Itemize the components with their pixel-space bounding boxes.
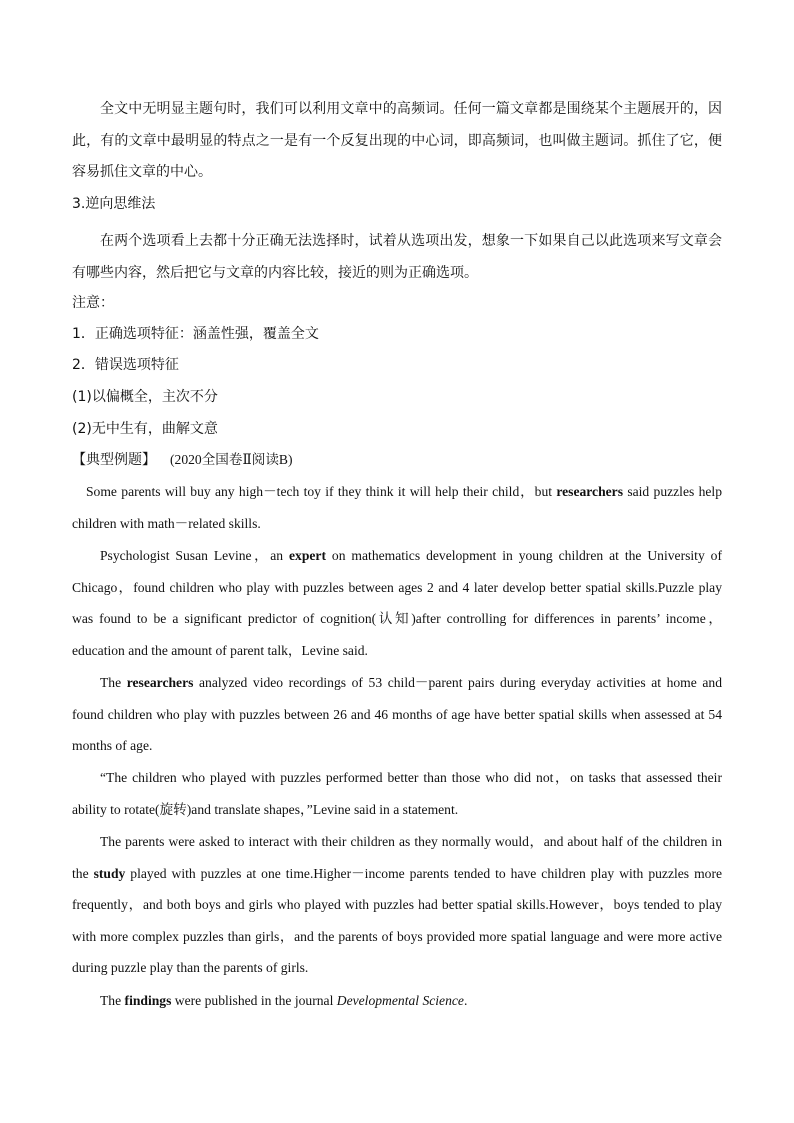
passage-paragraph-4: “The children who played with puzzles performed better than those who did not，on tasks that assessed their ability to rotate(旋转)and translate shapes，”Levine said in a statement. [72,770,722,817]
note-item-correct-options: 1．正确选项特征：涵盖性强，覆盖全文 [72,326,319,342]
passage-text: Some parents will buy any high－tech toy if they think it will help their child，but [86,484,557,499]
passage-paragraph-2 [72,540,722,666]
passage-text: played with puzzles at one time.Higher－income parents tended to have children play with puzzles more frequently，and both boys and girls who played with puzzles had better spatial skills.However，boys tended to play with more complex puzzles than girls，and the parents of boys provided more spatial language and were more active during puzzle play than the parents of girls. [72,865,723,975]
journal-title: Developmental Science [336,993,464,1008]
passage-text: The [100,993,125,1008]
example-source: (2020全国卷Ⅱ阅读B) [170,452,293,467]
passage-paragraph-3 [72,667,722,762]
note-item-wrong-options: 2．错误选项特征 [72,357,179,373]
note-subitem-2: (2)无中生有，曲解文意 [72,421,218,437]
passage-text: on mathematics development in young children at the University of Chicago，found children who play with puzzles between ages 2 and 4 later develop better spatial skills.Puzzle play was found to be a significant predictor of cognition(认知)after controlling for differences in parents’ income，education and the amount of parent talk，Levine said. [72,548,723,658]
passage-text: Psychologist Susan Levine，an [100,548,289,563]
passage-text: . [463,993,468,1008]
keyword-expert: expert [288,548,326,563]
paragraph-reverse-thinking: 在两个选项看上去都十分正确无法选择时，试着从选项出发，想象一下如果自己以此选项来写文章会有哪些内容，然后把它与文章的内容比较，接近的则为正确选项。 [72,233,722,281]
example-heading [72,444,722,477]
example-label: 【典型例题】 [72,452,156,468]
note-subitem-1: (1)以偏概全，主次不分 [72,389,218,405]
passage-paragraph-5 [72,826,722,984]
passage-text: The parents were asked to interact with their children as they normally would，and about half of the children in the [72,834,722,881]
keyword-researchers: researchers [556,484,624,499]
passage-text: The [100,675,127,690]
keyword-researchers-2: researchers [126,675,194,690]
passage-paragraph-1 [72,476,722,539]
keyword-study: study [93,865,126,881]
note-label: 注意： [72,295,114,311]
passage-text: said puzzles help children with math－related skills. [72,484,722,531]
section-heading-reverse-thinking: 3.逆向思维法 [72,196,156,212]
keyword-findings: findings [124,993,172,1008]
passage-paragraph-6 [72,985,722,1017]
passage-text: were published in the journal [171,993,337,1008]
paragraph-high-frequency-words: 全文中无明显主题句时，我们可以利用文章中的高频词。任何一篇文章都是围绕某个主题展开的，因此，有的文章中最明显的特点之一是有一个反复出现的中心词，即高频词，也叫做主题词。抓住了它，便容易抓住文章的中心。 [72,101,722,180]
passage-text: analyzed video recordings of 53 child－parent pairs during everyday activities at home and found children who play with puzzles between 26 and 46 months of age have better spatial skills when assessed at 54 months of age. [72,675,722,753]
